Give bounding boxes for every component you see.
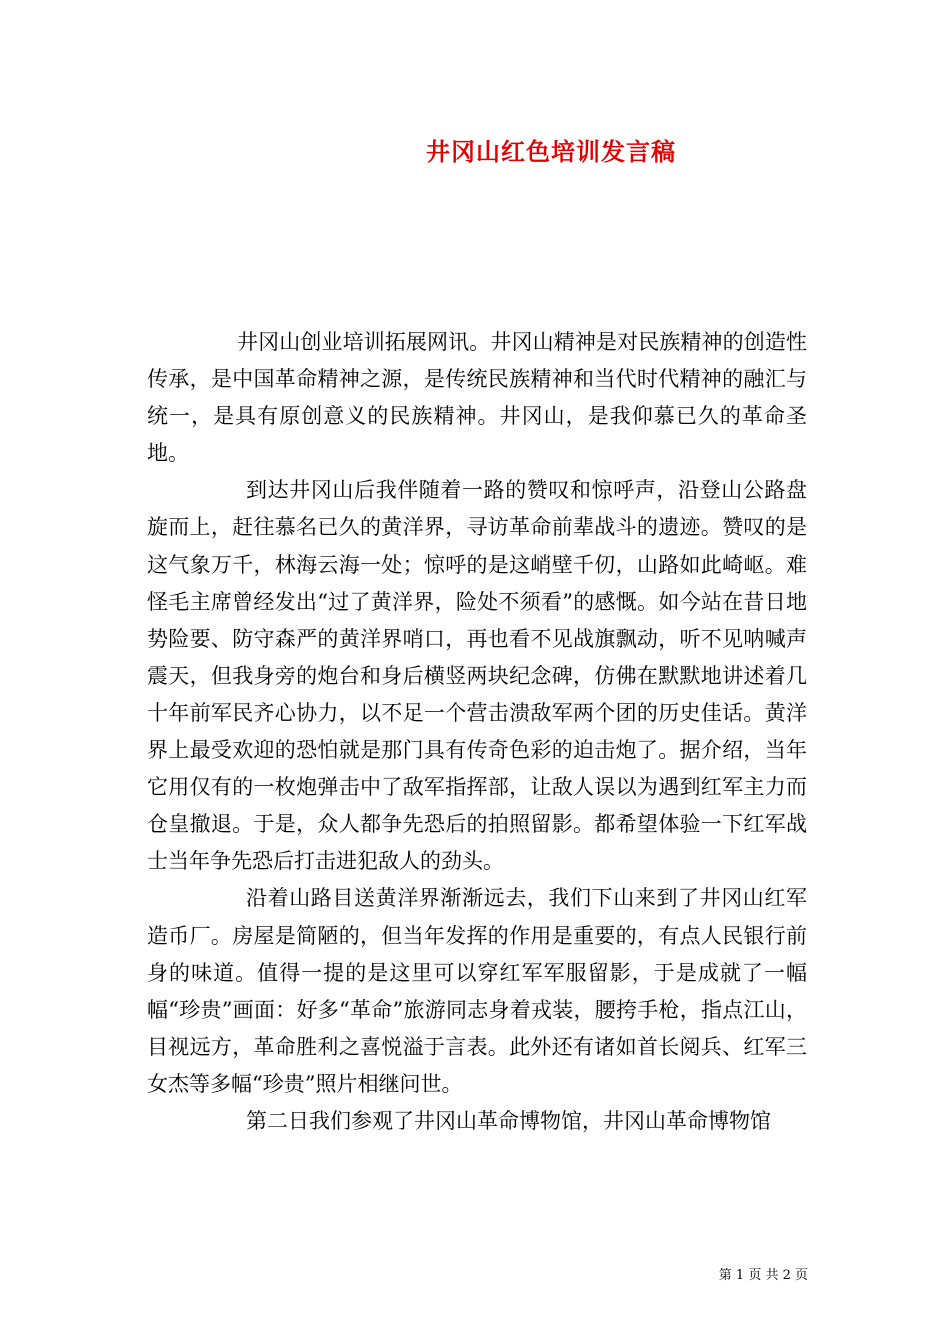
paragraph-3: 沿着山路目送黄洋界渐渐远去，我们下山来到了井冈山红军造币厂。房屋是简陋的，但当年发挥的作用是重要的，有点人民银行前身的味道。值得一提的是这里可以穿红军军服留影，于是成就了一幅幅“珍贵”画面：好多“革命”旅游同志身着戎装，腰挎手枪，指点江山，目视远方，革命胜利之喜悦溢于言表。此外还有诸如首长阅兵、红军三女杰等多幅“珍贵”照片相继问世。 (147, 886, 807, 1096)
paragraph-1: 井冈山创业培训拓展网讯。井冈山精神是对民族精神的创造性传承，是中国革命精神之源，是传统民族精神和当代时代精神的融汇与统一，是具有原创意义的民族精神。井冈山，是我仰慕已久的革命圣地。 (147, 330, 807, 466)
paragraph-2: 到达井冈山后我伴随着一路的赞叹和惊呼声，沿登山公路盘旋而上，赶往慕名已久的黄洋界，寻访革命前辈战斗的遗迹。赞叹的是这气象万千，林海云海一处；惊呼的是这峭壁千仞，山路如此崎岖。难怪毛主席曾经发出“过了黄洋界，险处不须看”的感慨。如今站在昔日地势险要、防守森严的黄洋界哨口，再也看不见战旗飘动，听不见呐喊声震天，但我身旁的炮台和身后横竖两块纪念碑，仿佛在默默地讲述着几十年前军民齐心协力，以不足一个营击溃敌军两个团的历史佳话。黄洋界上最受欢迎的恐怕就是那门具有传奇色彩的迫击炮了。据介绍，当年它用仅有的一枚炮弹击中了敌军指挥部，让敌人误以为遇到红军主力而仓皇撤退。于是，众人都争先恐后的拍照留影。都希望体验一下红军战士当年争先恐后打击进犯敌人的劲头。 (147, 478, 807, 874)
page-number-footer: 第 1 页 共 2 页 (718, 1268, 808, 1283)
document-body (147, 324, 807, 1140)
document-title: 井冈山红色培训发言稿 (426, 137, 676, 166)
paragraph-4: 第二日我们参观了井冈山革命博物馆，井冈山革命博物馆 (246, 1108, 771, 1133)
